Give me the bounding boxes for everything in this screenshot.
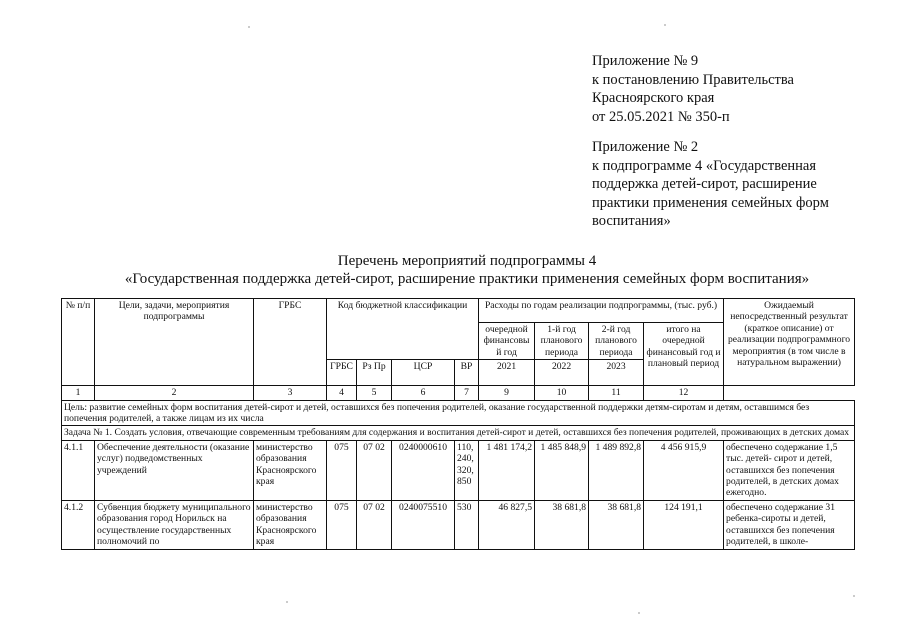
row-grbs-name: министерство образования Красноярского края <box>254 500 327 549</box>
row-csr: 0240075510 <box>392 500 455 549</box>
col-number: 1 <box>62 386 95 400</box>
appendix-line: Красноярского края <box>592 90 715 106</box>
scan-speck <box>853 595 855 597</box>
header-next-year: очередной финансовый год <box>479 323 535 360</box>
header-second-plan-year: 2-й год планового периода <box>589 323 644 360</box>
row-num: 4.1.1 <box>62 440 95 500</box>
appendix-line: к постановлению Правительства <box>592 71 794 88</box>
row-2021: 1 481 174,2 <box>479 440 535 500</box>
header-year-2021: 2021 <box>479 360 535 386</box>
scan-speck <box>248 26 250 28</box>
row-rzpr: 07 02 <box>357 500 392 549</box>
col-number: 6 <box>392 386 455 400</box>
header-goals: Цели, задачи, мероприятия подпрограммы <box>95 299 254 386</box>
appendix-line: практики применения семейных форм <box>592 194 829 211</box>
header-total: итого на очередной финансовый год и плановый период <box>644 323 724 386</box>
row-num: 4.1.2 <box>62 500 95 549</box>
col-number: 9 <box>479 386 535 400</box>
appendix-line: Приложение № 9 <box>592 53 699 69</box>
row-2023: 1 489 892,8 <box>589 440 644 500</box>
row-2021: 46 827,5 <box>479 500 535 549</box>
row-result: обеспечено содержание 31 ребенка-сироты и детей, оставшихся без попечения родителей, в школе- <box>724 500 855 549</box>
appendix-line: от 25.05.2021 № 350-п <box>592 108 730 125</box>
col-number: 4 <box>327 386 357 400</box>
header-result: Ожидаемый непосредственный результат (краткое описание) от реализации подпрограммного мероприятия (в том числе в натуральном выражении) <box>724 299 855 386</box>
header-year-2023: 2023 <box>589 360 644 386</box>
row-csr: 0240000610 <box>392 440 455 500</box>
goal-row: Цель: развитие семейных форм воспитания детей-сирот и детей, оставшихся без попечения родителей, оказание государственной поддержки детям-сиротам и детям, оставшимся без попечения родителей, а также лицам из их числа <box>62 400 855 426</box>
header-expenses: Расходы по годам реализации подпрограммы, (тыс. руб.) <box>479 299 724 323</box>
row-total: 124 191,1 <box>644 500 724 549</box>
appendix-line: поддержка детей-сирот, расширение <box>592 176 817 192</box>
row-vr: 530 <box>455 500 479 549</box>
header-sub-rzpr: Рз Пр <box>357 360 392 386</box>
header-grbs: ГРБС <box>254 299 327 386</box>
header-sub-csr: ЦСР <box>392 360 455 386</box>
header-sub-grbs: ГРБС <box>327 360 357 386</box>
row-vr: 110, 240, 320, 850 <box>455 440 479 500</box>
header-sub-vr: ВР <box>455 360 479 386</box>
task-row: Задача № 1. Создать условия, отвечающие современным требованиям для содержания и воспитания детей-сирот и детей, оставшихся без попечения родителей, проживающих в детских домах <box>62 426 855 440</box>
col-number: 7 <box>455 386 479 400</box>
row-grbs: 075 <box>327 440 357 500</box>
col-number: 11 <box>589 386 644 400</box>
title-line-1: Перечень мероприятий подпрограммы 4 <box>337 253 597 269</box>
col-number: 2 <box>95 386 254 400</box>
title-line-2: «Государственная поддержка детей-сирот, расширение практики применения семейных форм воспитания» <box>124 271 810 287</box>
appendix-header <box>592 52 882 231</box>
measures-table <box>61 298 855 550</box>
appendix-line: Приложение № 2 <box>592 139 699 155</box>
header-year-2022: 2022 <box>535 360 589 386</box>
header-num: № п/п <box>62 299 95 386</box>
row-total: 4 456 915,9 <box>644 440 724 500</box>
row-name: Обеспечение деятельности (оказание услуг) подведомственных учреждений <box>95 440 254 500</box>
col-number: 5 <box>357 386 392 400</box>
row-grbs-name: министерство образования Красноярского края <box>254 440 327 500</box>
appendix-line: воспитания» <box>592 213 671 229</box>
row-name: Субвенция бюджету муниципального образования город Норильск на осуществление государственных полномочий по <box>95 500 254 549</box>
table-row <box>62 440 855 500</box>
row-2022: 1 485 848,9 <box>535 440 589 500</box>
scan-speck <box>664 24 666 26</box>
scan-speck <box>638 612 640 614</box>
col-number: 10 <box>535 386 589 400</box>
appendix-2-block <box>592 138 882 231</box>
header-first-plan-year: 1-й год планового периода <box>535 323 589 360</box>
col-number: 3 <box>254 386 327 400</box>
row-2023: 38 681,8 <box>589 500 644 549</box>
row-rzpr: 07 02 <box>357 440 392 500</box>
header-budget-code: Код бюджетной классификации <box>327 299 479 360</box>
appendix-line: к подпрограмме 4 «Государственная <box>592 157 817 174</box>
row-result: обеспечено содержание 1,5 тыс. детей- сирот и детей, оставшихся без попечения родителей, в детских домах ежегодно. <box>724 440 855 500</box>
document-title <box>40 252 894 288</box>
scan-speck <box>286 601 288 603</box>
appendix-9-block <box>592 52 882 126</box>
table-row <box>62 500 855 549</box>
row-2022: 38 681,8 <box>535 500 589 549</box>
col-number: 12 <box>644 386 724 400</box>
row-grbs: 075 <box>327 500 357 549</box>
